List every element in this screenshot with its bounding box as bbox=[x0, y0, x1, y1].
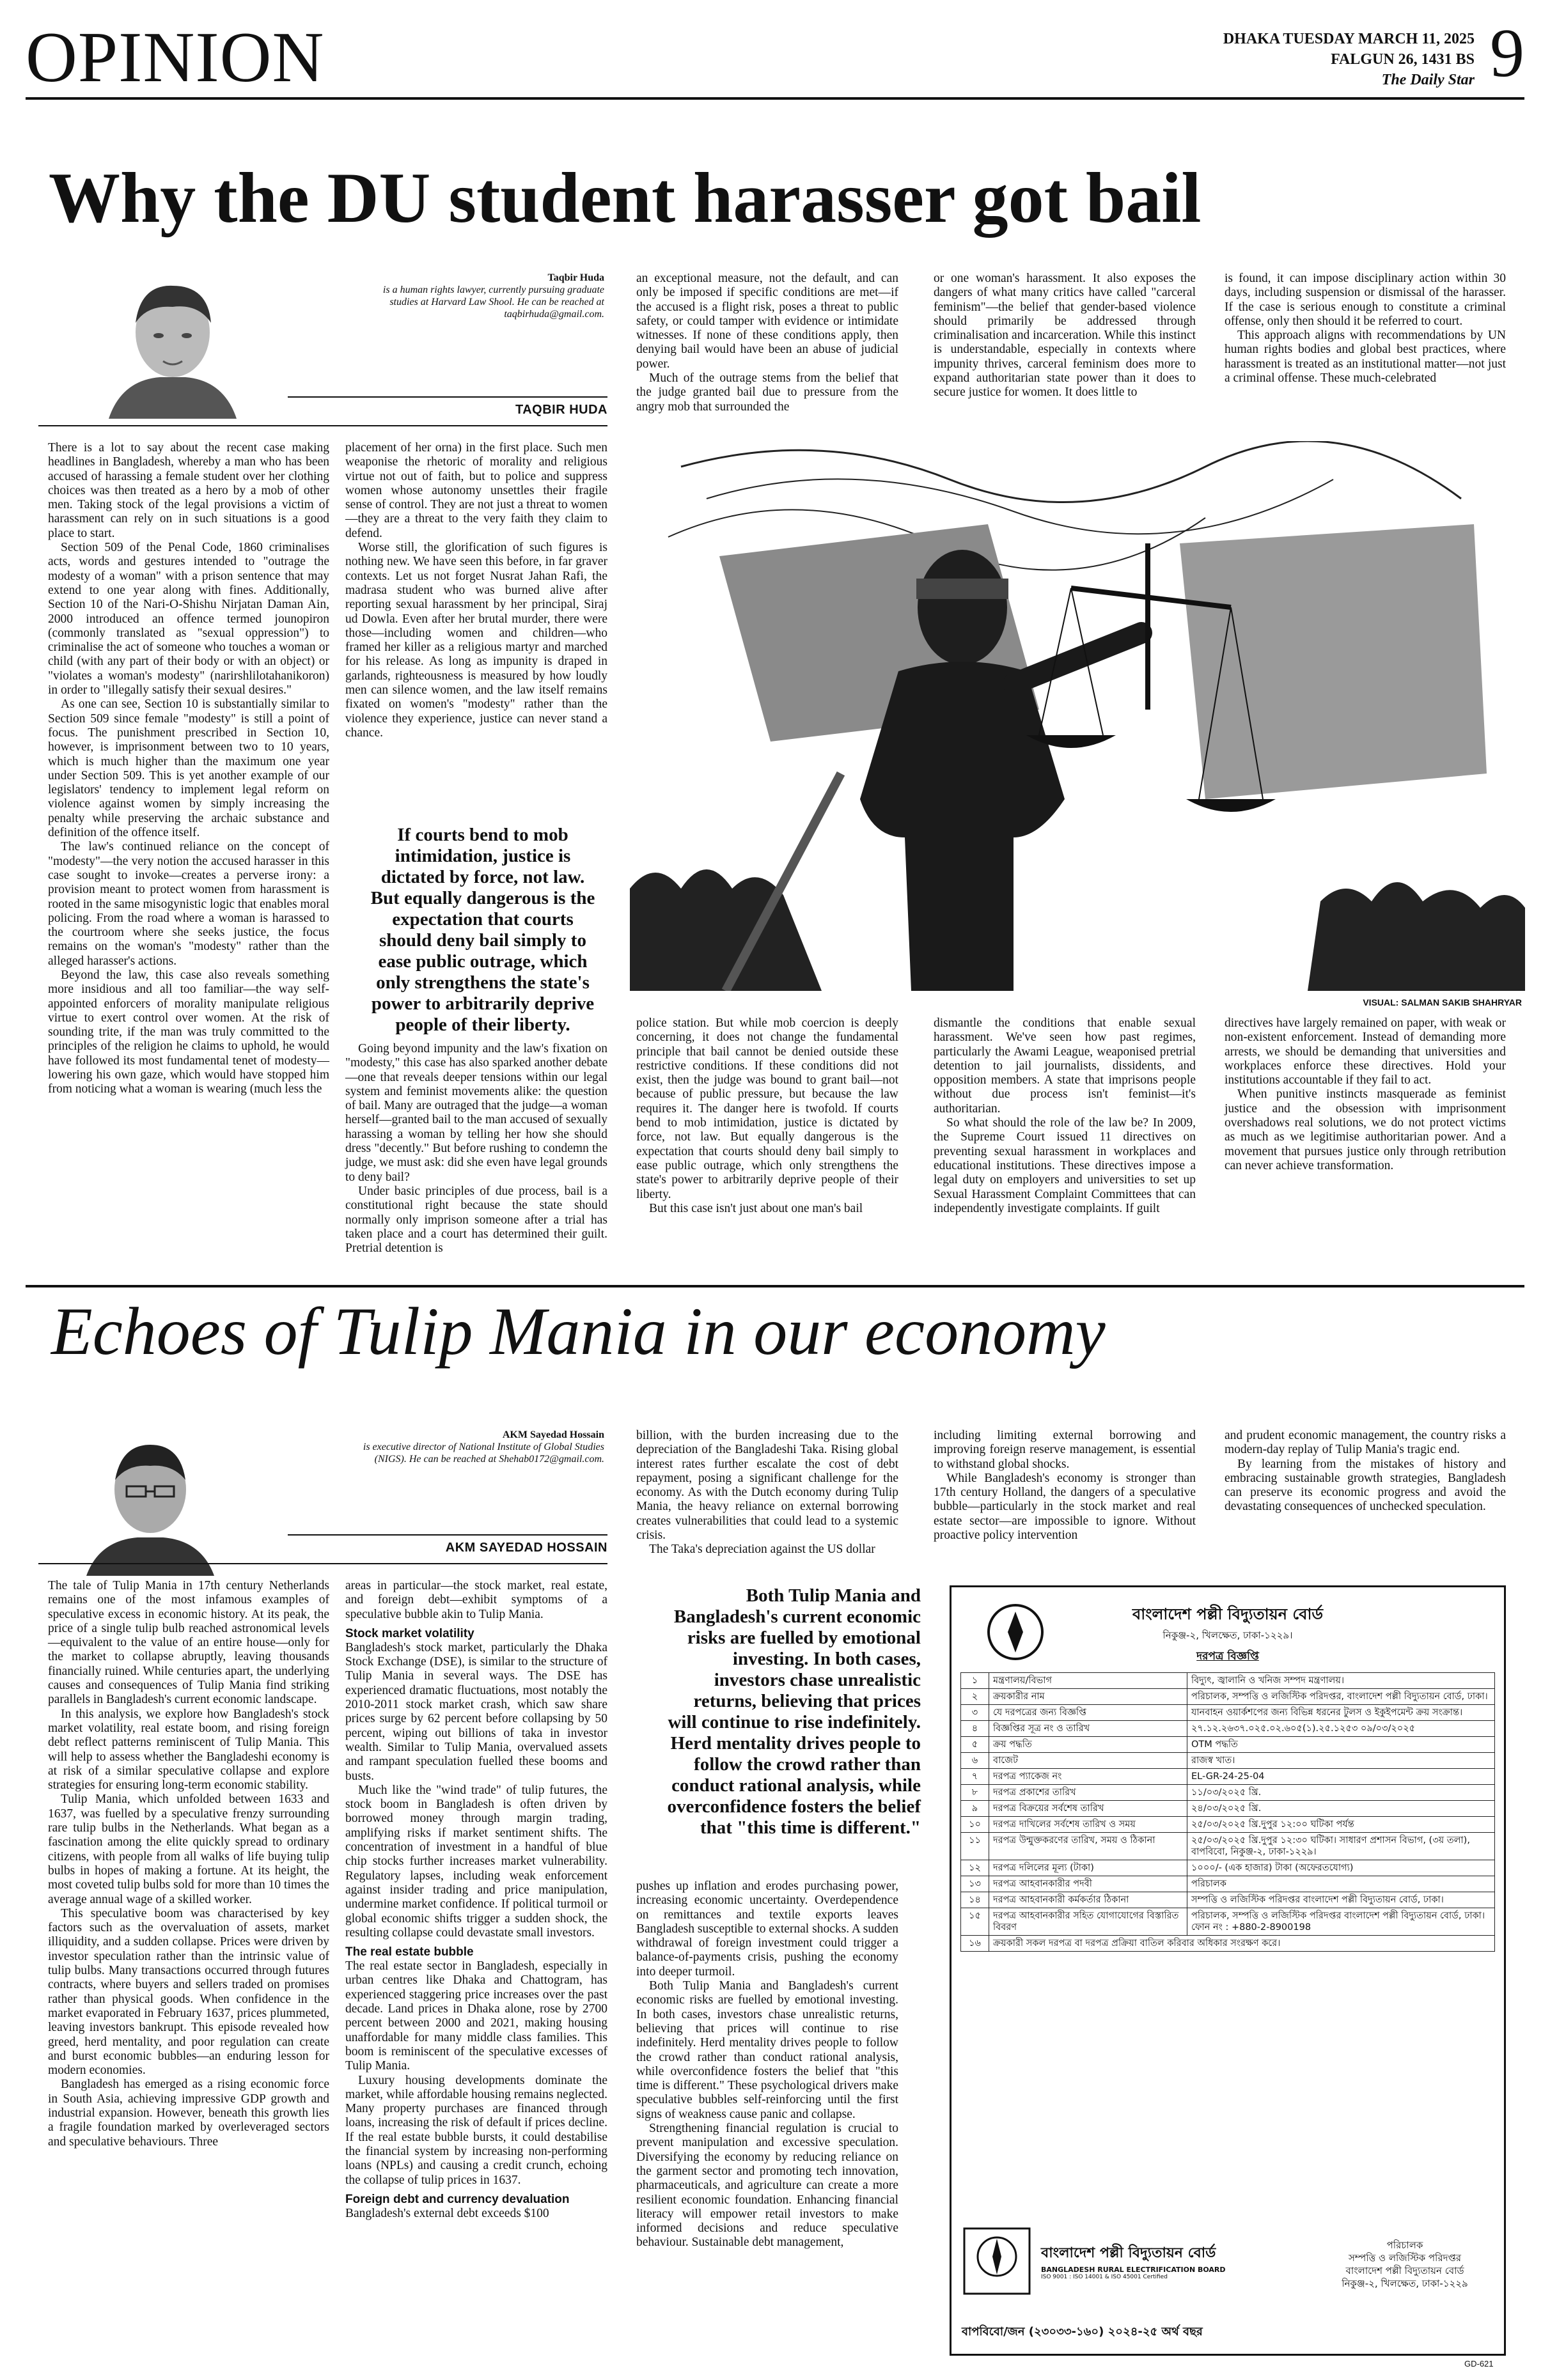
tender-row-value: OTM পদ্ধতি bbox=[1187, 1737, 1495, 1753]
paragraph: The real estate sector in Bangladesh, especially in urban centres like Dhaka and Chattogram, has experienced staggering price increases over the past decade. Land prices in Dhaka alone, rose by 2700 percent between 2000 and 2021, making housing unaffordable for many middle class families. This boom is reminiscent of the speculative excesses of Tulip Mania. bbox=[345, 1959, 607, 2073]
article-divider bbox=[26, 1285, 1524, 1287]
paragraph: an exceptional measure, not the default, and can only be imposed if specific conditions are met—if the accused is a flight risk, poses a threat to public safety, or could tamper with evidence or intimidate witnesses. If none of these conditions apply, then denying bail would have been an abuse of judicial power. bbox=[636, 272, 898, 371]
tender-row bbox=[961, 1801, 1495, 1817]
article1-col-b-bottom bbox=[345, 1042, 607, 1256]
signer-org: বাংলাদেশ পল্লী বিদ্যুতায়ন বোর্ড bbox=[1345, 2265, 1464, 2276]
tender-row-key: বাজেট bbox=[989, 1753, 1187, 1769]
signer-dept: সম্পত্তি ও লজিস্টিক পরিদপ্তর bbox=[1348, 2252, 1462, 2264]
tender-row-key: দরপত্র আহবানকারীর পদবী bbox=[989, 1876, 1187, 1892]
paragraph: When punitive instincts masquerade as feminist justice and the obsession with imprisonment overshadows real solutions, we do not protect victims as much as we legitimise authoritarian power. And a movement that pursues justice only through retribution can never achieve transformation. bbox=[1225, 1087, 1506, 1172]
paragraph: billion, with the burden increasing due to the depreciation of the Bangladeshi Taka. Rising global interest rates further escalate the cost of debt repayment, posing a significant challenge for the economy. As with the Dutch economy during Tulip Mania, the heavy reliance on external borrowing creates vulnerabilities that could lead to a systemic crisis. bbox=[636, 1429, 898, 1543]
paragraph: By learning from the mistakes of history and embracing sustainable growth strategies, Bangladesh can preserve its economic progress and avoid the devastating consequences of unchecked speculation. bbox=[1225, 1457, 1506, 1514]
signer-title: পরিচালক bbox=[1386, 2239, 1423, 2251]
tender-row-key: দরপত্র বিক্রয়ের সর্বশেষ তারিখ bbox=[989, 1801, 1187, 1817]
tender-row-value: রাজস্ব খাত। bbox=[1187, 1753, 1495, 1769]
tender-row-number: ১৫ bbox=[961, 1908, 989, 1936]
tender-row bbox=[961, 1769, 1495, 1785]
ad-footer-logo bbox=[962, 2226, 1320, 2296]
tender-row bbox=[961, 1936, 1495, 1952]
author2-bio-text: is executive director of National Institute of Global Studies (NIGS). He can be reached at Shehab0172@gmail.com. bbox=[363, 1442, 604, 1465]
justice-illustration bbox=[630, 441, 1525, 991]
paragraph: In this analysis, we explore how Bangladesh's stock market volatility, real estate boom, and rising foreign debt reflect patterns reminiscent of Tulip Mania. This will help to assess whether the Bangladeshi economy is at risk of a similar speculative collapse and explore strategies for ensuring long-term economic stability. bbox=[48, 1707, 329, 1793]
paragraph: Going beyond impunity and the law's fixation on "modesty," this case has also sparked another debate—one that reveals deeper tensions within our legal system and feminist movements alike: the question of bail. Many are outraged that the judge—a woman herself—granted bail to the man accused of sexually harassing a woman by telling her how she should dress "decently." But before rushing to condemn the judge, we must ask: did she even have legal grounds to deny bail? bbox=[345, 1042, 607, 1184]
article1-headline: Why the DU student harasser got bail bbox=[49, 159, 1202, 238]
author2-byline: AKM SAYEDAD HOSSAIN bbox=[445, 1541, 607, 1555]
pull-quote: If courts bend to mob intimidation, justice is dictated by force, not law. But equally dangerous is the expectation that courts should deny bail simply to ease public outrage, which only strengthens the state's power to arbitrarily deprive people of their liberty. bbox=[370, 825, 595, 1035]
paragraph: directives have largely remained on paper, with weak or non-existent enforcement. Instead of demanding more arrests, we should be demanding that universities and workplaces enforce these directives. Hold your institutions accountable if they fail to act. bbox=[1225, 1016, 1506, 1087]
tender-row-key: ক্রয় পদ্ধতি bbox=[989, 1737, 1187, 1753]
article1-col-c-bottom bbox=[636, 1016, 898, 1216]
paragraph: There is a lot to say about the recent case making headlines in Bangladesh, whereby a man who has been accused of harassing a female student over her clothing choices was then treated as a hero by a mob of other men. Taking stock of the legal provisions a victim of harassment can rely on in such situations is a good place to start. bbox=[48, 441, 329, 540]
paragraph: The Taka's depreciation against the US dollar bbox=[649, 1543, 875, 1557]
tender-row bbox=[961, 1817, 1495, 1833]
tender-row-key: দরপত্র আহবানকারী কর্মকর্তার ঠিকানা bbox=[989, 1892, 1187, 1908]
pull-quote-2: Both Tulip Mania and Bangladesh's current economic risks are fuelled by emotional investing. In both cases, investors chase unrealistic returns, believing that prices will continue to rise indefinitely. Herd mentality drives people to follow the crowd rather than conduct rational analysis, while overconfidence fosters the belief that "this time is different." bbox=[667, 1585, 921, 1838]
tender-row bbox=[961, 1753, 1495, 1769]
subheading: Foreign debt and currency devaluation bbox=[345, 2192, 570, 2206]
tender-row-value: EL-GR-24-25-04 bbox=[1187, 1769, 1495, 1785]
paragraph: Both Tulip Mania and Bangladesh's current economic risks are fuelled by emotional investing. In both cases, investors chase unrealistic returns, believing that prices will continue to rise indefinitely. Herd mentality drives people to follow the crowd rather than conduct rational analysis, while overconfidence fosters the belief that "this time is different." These psychological drivers make speculative bubbles self-reinforcing until the first signs of weakness cause panic and collapse. bbox=[636, 1979, 898, 2121]
paragraph: or one woman's harassment. It also exposes the dangers of what many critics have called "carceral feminism"—the belief that gender-based violence should primarily be addressed through criminalisation and incarceration. While this instinct is understandable, especially in contexts where impunity thrives, carceral feminism does more to expand authoritarian state power than it does to secure justice for women. It does little to bbox=[934, 272, 1196, 400]
paragraph: The law's continued reliance on the concept of "modesty"—the very notion the accused harasser in this case sought to invoke—creates a perverse irony: a provision meant to protect women from harassment is rooted in the same misogynistic logic that enables moral policing. From the road where a woman is harassed to the courtroom where she seeks justice, the focus remains on the woman's "modesty" rather than the alleged harasser's actions. bbox=[48, 840, 329, 968]
paragraph: Bangladesh has emerged as a rising economic force in South Asia, achieving impressive GDP growth and industrial expansion. However, beneath this growth lies a fragile foundation marked by overleveraged sectors and speculative behaviours. Three bbox=[48, 2078, 329, 2149]
tender-row-number: ১২ bbox=[961, 1860, 989, 1876]
tender-row-key: দরপত্র প্যাকেজ নং bbox=[989, 1769, 1187, 1785]
tender-row bbox=[961, 1721, 1495, 1737]
paragraph: But this case isn't just about one man's bail bbox=[649, 1201, 863, 1215]
tender-row bbox=[961, 1785, 1495, 1801]
article1-col-e-bottom bbox=[1225, 1016, 1506, 1173]
tender-row-value: ১০০০/- (এক হাজার) টাকা (অফেরতযোগ্য) bbox=[1187, 1860, 1495, 1876]
tender-row-number: ৬ bbox=[961, 1753, 989, 1769]
paragraph: This approach aligns with recommendations by UN human rights bodies and global best practices, where harassment is treated as an institutional matter—not just a criminal offense. These much-celebrated bbox=[1225, 329, 1506, 385]
author-photo bbox=[102, 272, 243, 419]
tender-row-value: পরিচালক, সম্পত্তি ও লজিস্টিক পরিদপ্তর বাংলাদেশ পল্লী বিদ্যুতায়ন বোর্ড, ঢাকা। ফোন নং : +880-2-8900198 bbox=[1187, 1908, 1495, 1936]
byline2-rule bbox=[288, 1534, 607, 1536]
tender-row-number: ১৬ bbox=[961, 1936, 989, 1952]
paragraph: Beyond the law, this case also reveals something more insidious and all too familiar—the way self-appointed enforcers of morality manipulate religious virtue to exert control over women. At the risk of sounding trite, if the man was truly committed to the principles of the religion he claims to uphold, he would have followed its most fundamental tenet of modesty—lowering his own gaze, which would have stopped him from noticing what a woman is wearing (much less the bbox=[48, 968, 329, 1096]
author-bio bbox=[355, 272, 604, 320]
tender-row bbox=[961, 1876, 1495, 1892]
tender-row-key: দরপত্র আহবানকারীর সহিত যোগাযোগের বিস্তারিত বিবরণ bbox=[989, 1908, 1187, 1936]
reb-logo-icon bbox=[962, 2226, 1032, 2296]
ad-address: নিকুঞ্জ-২, খিলক্ষেত, ঢাকা-১২২৯। bbox=[1162, 1629, 1293, 1641]
paragraph: The tale of Tulip Mania in 17th century Netherlands remains one of the most infamous examples of speculative excess in economic history. At its peak, the price of a single tulip bulb reached astronomical levels—equivalent to the value of an entire house—only for the market to collapse abruptly, leaving thousands financially ruined. While centuries apart, the underlying causes and consequences of Tulip Mania find striking parallels in Bangladesh's current economic landscape. bbox=[48, 1579, 329, 1707]
article2-col-e-top bbox=[1225, 1429, 1506, 1514]
article1-col-e-top bbox=[1225, 272, 1506, 385]
tender-row-value: ১১/০৩/২০২৫ খ্রি. bbox=[1187, 1785, 1495, 1801]
paragraph: placement of her orna) in the first place. Such men weaponise the rhetoric of morality and religious virtue not out of faith, but to police and suppress women whose autonomy unsettles their fragile sense of control. They are not just a threat to women—they are a threat to the very faith they claim to defend. bbox=[345, 441, 607, 540]
author2-bio bbox=[355, 1429, 604, 1465]
paragraph: Strengthening financial regulation is crucial to prevent manipulation and excessive speculation. Diversifying the economy by reducing reliance on the garment sector and promoting tech innovation, pharmaceuticals, and agriculture can create a more resilient economic foundation. Enhancing financial literacy will empower retail investors to make informed decisions and reduce speculative behaviour. Sustainable debt management, bbox=[636, 2122, 898, 2250]
section-title: OPINION bbox=[26, 18, 325, 97]
paper-logo: The Daily Star bbox=[1381, 72, 1475, 88]
tender-row-value: ২৫/০৩/২০২৫ খ্রি.দুপুর ১২:০০ ঘটিকা পর্যন্ত bbox=[1187, 1817, 1495, 1833]
tender-row-number: ৯ bbox=[961, 1801, 989, 1817]
author-byline: TAQBIR HUDA bbox=[515, 403, 607, 417]
tender-row-value: পরিচালক, সম্পত্তি ও লজিস্টিক পরিদপ্তর, বাংলাদেশ পল্লী বিদ্যুতায়ন বোর্ড, ঢাকা। bbox=[1187, 1689, 1495, 1705]
subheading: Stock market volatility bbox=[345, 1626, 474, 1640]
tender-row bbox=[961, 1833, 1495, 1860]
visual-credit: VISUAL: SALMAN SAKIB SHAHRYAR bbox=[1363, 997, 1522, 1007]
paragraph: Much of the outrage stems from the belief that the judge granted bail due to pressure from the angry mob that surrounded the bbox=[636, 371, 898, 414]
signer-addr: নিকুঞ্জ-২, খিলক্ষেত, ঢাকা-১২২৯ bbox=[1342, 2278, 1468, 2289]
masthead-date-bn: FALGUN 26, 1431 BS bbox=[1331, 51, 1475, 68]
tender-row-key: দরপত্র উন্মুক্তকরণের তারিখ, সময় ও ঠিকানা bbox=[989, 1833, 1187, 1860]
tender-row-value: ২৪/০৩/২০২৫ খ্রি. bbox=[1187, 1801, 1495, 1817]
author2-name: AKM Sayedad Hossain bbox=[502, 1429, 604, 1440]
ad-signature bbox=[1319, 2239, 1491, 2290]
paragraph: areas in particular—the stock market, real estate, and foreign debt—exhibit symptoms of a speculative bubble akin to Tulip Mania. bbox=[345, 1579, 607, 1621]
tender-row bbox=[961, 1860, 1495, 1876]
tender-row-value: সম্পত্তি ও লজিস্টিক পরিদপ্তর বাংলাদেশ পল্লী বিদ্যুতায়ন বোর্ড, ঢাকা। bbox=[1187, 1892, 1495, 1908]
tender-row-value: বিদ্যুৎ, জ্বালানি ও খনিজ সম্পদ মন্ত্রণালয়। bbox=[1187, 1673, 1495, 1689]
paragraph: police station. But while mob coercion is deeply concerning, it does not change the fundamental principle that bail cannot be denied outside these restrictive conditions. If these conditions did not exist, then the judge was bound to grant bail—not because of public pressure, but because the law requires it. The danger here is twofold. If courts bend to mob intimidation, justice is dictated by force, not law. But equally dangerous is the expectation that courts should deny bail simply to ease public outrage, which only strengthens the state's power to arbitrarily deprive people of their liberty. bbox=[636, 1016, 898, 1201]
logo-name-en: BANGLADESH RURAL ELECTRIFICATION BOARD bbox=[1041, 2266, 1226, 2274]
logo-name-bn: বাংলাদেশ পল্লী বিদ্যুতায়ন বোর্ড bbox=[1041, 2245, 1216, 2261]
tender-row-key: ক্রয়কারী সকল দরপত্র বা দরপত্র প্রক্রিয়া বাতিল করিবার অধিকার সংরক্ষণ করে। bbox=[989, 1936, 1495, 1952]
tender-row bbox=[961, 1737, 1495, 1753]
tender-row-number: ১৩ bbox=[961, 1876, 989, 1892]
masthead-date: DHAKA TUESDAY MARCH 11, 2025 bbox=[1223, 31, 1475, 47]
paragraph: Tulip Mania, which unfolded between 1633 and 1637, was fuelled by a speculative frenzy surrounding rare tulip bulbs in the Netherlands. What began as a fascination among the elite quickly spread to ordinary citizens, with people from all walks of life buying tulip bulbs in hopes of making a fortune. At its height, the most coveted tulip bulbs sold for more than 10 times the average annual wage of a skilled worker. bbox=[48, 1793, 329, 1906]
byline2-rule-2 bbox=[38, 1563, 607, 1564]
article2-col-c-top bbox=[636, 1429, 898, 1557]
tender-row bbox=[961, 1705, 1495, 1721]
tender-row-key: দরপত্র দাখিলের সর্বশেষ তারিখ ও সময় bbox=[989, 1817, 1187, 1833]
author2-photo bbox=[83, 1429, 217, 1576]
tender-row-value: পরিচালক bbox=[1187, 1876, 1495, 1892]
tender-row-number: ৩ bbox=[961, 1705, 989, 1721]
iso-cert: ISO 9001 : ISO 14001 & ISO 45001 Certified bbox=[1041, 2274, 1168, 2280]
tender-row-key: ক্রয়কারীর নাম bbox=[989, 1689, 1187, 1705]
tender-row-number: ১ bbox=[961, 1673, 989, 1689]
paragraph: Much like the "wind trade" of tulip futures, the stock boom in Bangladesh is often driven by borrowed money through margin trading, amplifying risks if market sentiment shifts. The concentration of investment in a handful of blue chip stocks further increases market vulnerability. Regulatory lapses, including weak enforcement against insider trading and price manipulation, undermine market confidence. If political turmoil or global economic shifts trigger a sudden shock, the resulting collapse could devastate small investors. bbox=[345, 1783, 607, 1940]
article1-col-a bbox=[48, 441, 329, 1097]
tender-row-number: ৫ bbox=[961, 1737, 989, 1753]
tender-row bbox=[961, 1673, 1495, 1689]
paragraph: dismantle the conditions that enable sexual harassment. We've seen how past regimes, particularly the Awami League, weaponised pretrial detention to jail journalists, dissidents, and opposition members. A state that imprisons people without due process isn't feminist—it's authoritarian. bbox=[934, 1016, 1196, 1116]
tender-row-value: ২৭.১২.২৬৩৭.০২৫.০২.৬০৫(১).২৫.১২৫৩ ০৯/০৩/২০২৫ bbox=[1187, 1721, 1495, 1737]
paragraph: While Bangladesh's economy is stronger than 17th century Holland, the dangers of a speculative bubble—particularly in the stock market and real estate sector—are impossible to ignore. Without proactive policy intervention bbox=[934, 1471, 1196, 1543]
byline-rule bbox=[288, 396, 607, 398]
paragraph: So what should the role of the law be? In 2009, the Supreme Court issued 11 directives on preventing sexual harassment in workplaces and educational institutions. These directives impose a legal duty on employers and universities to set up Sexual Harassment Complaint Committees that can independently investigate complaints. If guilt bbox=[934, 1116, 1196, 1215]
article2-col-b bbox=[345, 1579, 607, 2221]
ad-code: GD-621 bbox=[1464, 2359, 1494, 2368]
article1-col-b-top bbox=[345, 441, 607, 740]
tender-row bbox=[961, 1689, 1495, 1705]
tender-row-number: ১০ bbox=[961, 1817, 989, 1833]
byline-rule-2 bbox=[38, 425, 607, 426]
tender-row-number: ১৪ bbox=[961, 1892, 989, 1908]
tender-row bbox=[961, 1892, 1495, 1908]
tender-row-value: ২৫/০৩/২০২৫ খ্রি.দুপুর ১২:৩০ ঘটিকা। সাধারণ প্রশাসন বিভাগ, (৩য় তলা), বাপবিবো, নিকুঞ্জ-২, ঢাকা-১২২৯। bbox=[1187, 1833, 1495, 1860]
article2-col-a bbox=[48, 1579, 329, 2149]
masthead-rule bbox=[26, 97, 1524, 100]
tender-row-value: যানবাহন ওয়ার্কশপের জন্য বিভিন্ন ধরনের টুলস ও ইকুইপমেন্ট ক্রয় সংক্রান্ত। bbox=[1187, 1705, 1495, 1721]
paragraph: As one can see, Section 10 is substantially similar to Section 509 since female "modesty" is still a point of focus. The punishment prescribed in Section 10, however, is imprisonment between two to 10 years, which is much higher than the maximum one year under Section 509. This is yet another example of our legislators' tendency to implement legal reform on violence against women by simply increasing the penalty while preserving the archaic substance and definition of the offence itself. bbox=[48, 697, 329, 840]
tender-row-number: ৪ bbox=[961, 1721, 989, 1737]
page-number: 9 bbox=[1490, 15, 1524, 91]
tender-row bbox=[961, 1908, 1495, 1936]
article1-col-d-bottom bbox=[934, 1016, 1196, 1216]
tender-row-key: দরপত্র দলিলের মূল্য (টাকা) bbox=[989, 1860, 1187, 1876]
article2-col-d-top bbox=[934, 1429, 1196, 1543]
ad-footer: বাপবিবো/জন (২৩০৩৩-১৬০) ২০২৪-২৫ অর্থ বছর bbox=[962, 2325, 1203, 2338]
tender-table bbox=[960, 1672, 1495, 1952]
article2-headline: Echoes of Tulip Mania in our economy bbox=[51, 1294, 1106, 1369]
paragraph: Worse still, the glorification of such figures is nothing new. We have seen this before, in far graver contexts. Let us not forget Nusrat Jahan Rafi, the madrasa student who was burned alive after reporting sexual harassment by her principal, Siraj ud Dowla. Even after her brutal murder, there were those—including women and children—who framed her killer as a religious martyr and marched for his release. As long as impunity is draped in garlands, righteousness is measured by how loudly men can silence women, and the law itself remains fixated on women's "modesty" rather than the violence they experience, justice can never stand a chance. bbox=[345, 541, 607, 740]
author-name: Taqbir Huda bbox=[547, 272, 604, 283]
tender-row-number: ৮ bbox=[961, 1785, 989, 1801]
paragraph: Luxury housing developments dominate the market, while affordable housing remains neglected. Many property purchases are financed through loans, increasing the risk of default if prices decline. If the real estate bubble bursts, it could destabilise the financial system by increasing non-performing loans (NPLs) and causing a credit crunch, echoing the collapse of tulip prices in 1637. bbox=[345, 2073, 607, 2187]
tender-row-key: বিজ্ঞপ্তির সূত্র নং ও তারিখ bbox=[989, 1721, 1187, 1737]
paragraph: Bangladesh's stock market, particularly the Dhaka Stock Exchange (DSE), is similar to the structure of Tulip Mania in several ways. The DSE has experienced dramatic fluctuations, most notably the 2010-2011 stock market crash, which saw share prices surge by 62 percent before collapsing by 50 percent, wiping out billions of taka in investor wealth. Similar to Tulip Mania, overvalued assets and rampant speculation fuelled these booms and busts. bbox=[345, 1640, 607, 1783]
paragraph: Section 509 of the Penal Code, 1860 criminalises acts, words and gestures intended to "outrage the modesty of a woman" with a prison sentence that may extend to one year along with fines. Additionally, Section 10 of the Nari-O-Shishu Nirjatan Daman Ain, 2000 introduced an offence termed jounopiron (commonly translated as "sexual oppression") to criminalise the act of someone who touches a woman or child (with any part of their body or with an object) or "violates a woman's modesty" (narirshlilotahanikoron) in order to "illegally satisfy their sexual desires." bbox=[48, 541, 329, 697]
paragraph: including limiting external borrowing and improving foreign reserve management, is essential to withstand global shocks. bbox=[934, 1429, 1196, 1471]
article2-col-c-bottom bbox=[636, 1879, 898, 2250]
tender-advertisement bbox=[950, 1585, 1506, 2356]
tender-row-key: যে দরপত্রের জন্য বিজ্ঞপ্তি bbox=[989, 1705, 1187, 1721]
tender-row-number: ২ bbox=[961, 1689, 989, 1705]
ad-notice-title: দরপত্র বিজ্ঞপ্তি bbox=[1196, 1650, 1259, 1663]
tender-row-number: ১১ bbox=[961, 1833, 989, 1860]
ad-logo-mark bbox=[977, 1600, 1054, 1664]
tender-row-key: দরপত্র প্রকাশের তারিখ bbox=[989, 1785, 1187, 1801]
tender-row-number: ৭ bbox=[961, 1769, 989, 1785]
paragraph: Under basic principles of due process, bail is a constitutional right because the state should normally only imprison someone after a trial has taken place and a court has determined their guilt. Pretrial detention is bbox=[345, 1184, 607, 1256]
paragraph: This speculative boom was characterised by key factors such as the overvaluation of assets, market illiquidity, and a sudden collapse. Prices were driven by investor speculation rather than the intrinsic value of tulip bulbs. Many transactions occurred through futures contracts, where buyers and sellers traded on promises rather than physical goods. When confidence in the market evaporated in February 1637, prices plummeted, leaving investors bankrupt. This episode revealed how greed, herd mentality, and poor regulation can create and burst economic bubbles—an enduring lesson for modern economies. bbox=[48, 1906, 329, 2078]
paragraph: and prudent economic management, the country risks a modern-day replay of Tulip Mania's tragic end. bbox=[1225, 1429, 1506, 1457]
paragraph: Bangladesh's external debt exceeds $100 bbox=[345, 2206, 549, 2220]
paragraph: is found, it can impose disciplinary action within 30 days, including suspension or dismissal of the harasser. If the case is serious enough to constitute a criminal offense, only then should it be referred to court. bbox=[1225, 272, 1506, 328]
subheading: The real estate bubble bbox=[345, 1945, 474, 1959]
ad-org-name: বাংলাদেশ পল্লী বিদ্যুতায়ন বোর্ড bbox=[1132, 1605, 1324, 1623]
tender-row-key: মন্ত্রণালয়/বিভাগ bbox=[989, 1673, 1187, 1689]
article1-col-c-top bbox=[636, 272, 898, 414]
article1-col-d-top bbox=[934, 272, 1196, 400]
author-bio-text: is a human rights lawyer, currently pursuing graduate studies at Harvard Law Shool. He can be reached at taqbirhuda@gmail.com. bbox=[382, 284, 604, 320]
paragraph: pushes up inflation and erodes purchasing power, increasing economic uncertainty. Overdependence on remittances and textile exports leaves Bangladesh susceptible to external shocks. A sudden withdrawal of foreign investment could trigger a balance-of-payments crisis, pushing the economy into deeper turmoil. bbox=[636, 1879, 898, 1979]
